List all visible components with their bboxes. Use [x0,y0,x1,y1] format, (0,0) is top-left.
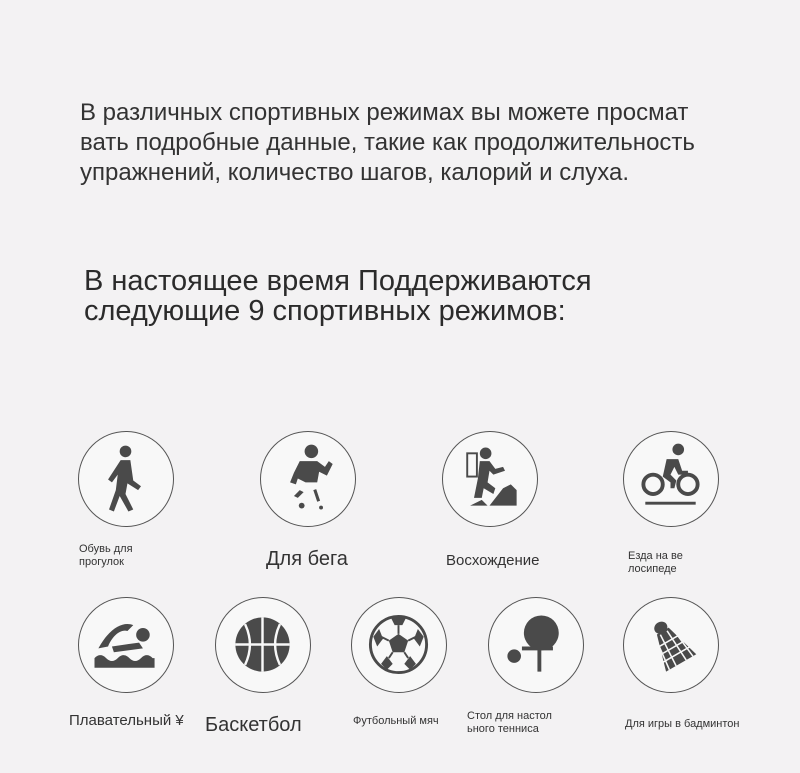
heading-line: В настоящее время Поддерживаются [84,265,592,297]
mode-label-table-tennis [467,710,552,736]
mode-label-line: Стол для настол [467,710,552,722]
mode-label-swimming [69,712,184,730]
mode-label-line: лосипеде [628,563,677,575]
mode-label-basketball [205,714,302,736]
mode-label-line: прогулок [79,556,124,568]
intro-line: упражнений, количество шагов, калорий и слуха. [80,159,629,186]
table-tennis-icon [488,597,584,693]
mode-label-line: Обувь для [79,543,133,555]
mode-label-climbing [446,552,540,570]
mode-label-line: Для игры в бадминтон [625,718,740,730]
mode-label-soccer [353,715,439,728]
soccer-ball-icon [351,597,447,693]
mode-label-line: Для бега [266,548,348,570]
mode-label-line: Футбольный мяч [353,715,439,727]
mode-label-line: Плавательный ¥ [69,712,184,729]
modes-heading [84,266,592,326]
mode-label-walking [79,543,133,569]
walking-icon [78,431,174,527]
intro-text [80,98,740,188]
badminton-icon [623,597,719,693]
intro-line: вать подробные данные, такие как продолжительность [80,129,695,156]
mode-label-line: ьного тенниса [467,723,539,735]
mode-label-line: Восхождение [446,552,540,569]
mode-label-line: Баскетбол [205,714,302,736]
swimming-icon [78,597,174,693]
basketball-icon [215,597,311,693]
mode-label-line: Езда на ве [628,550,683,562]
mode-label-cycling [628,550,683,576]
heading-line: следующие 9 спортивных режимов: [84,295,566,327]
cycling-icon [623,431,719,527]
mode-label-badminton [625,718,740,731]
running-icon [260,431,356,527]
intro-line: В различных спортивных режимах вы можете просмат [80,99,689,126]
climbing-icon [442,431,538,527]
mode-label-running [266,548,348,570]
